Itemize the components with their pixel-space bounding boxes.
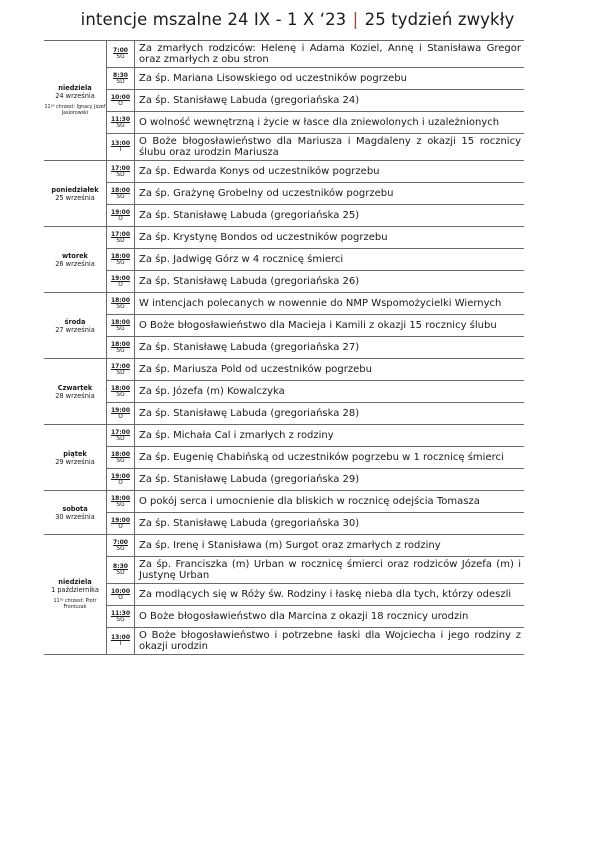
mass-place: SG (116, 54, 125, 61)
mass-time: 18:00 (110, 318, 131, 326)
time-cell (107, 337, 135, 358)
mass-place: SG (116, 616, 125, 623)
mass-place: SG (116, 122, 125, 129)
mass-list (106, 227, 524, 292)
mass-place: O (118, 594, 123, 601)
day-label (44, 227, 106, 292)
mass-intention: Za śp. Stanisławę Labuda (gregoriańska 28) (139, 408, 360, 419)
day-label (44, 359, 106, 424)
day-name: sobota (62, 504, 88, 513)
mass-place: SD (116, 435, 125, 442)
mass-place: SG (116, 303, 125, 310)
mass-time: 13:00 (110, 634, 131, 642)
time-cell (107, 403, 135, 424)
mass-intention: Za śp. Michała Cal i zmarłych z rodziny (139, 430, 334, 441)
mass-time: 10:00 (110, 587, 131, 595)
mass-row (107, 512, 524, 534)
time-cell (107, 584, 135, 605)
mass-place: SD (116, 237, 125, 244)
time-cell (107, 112, 135, 133)
mass-intention: Za śp. Stanisławę Labuda (gregoriańska 29) (139, 474, 360, 485)
day-date: 26 września (55, 259, 95, 268)
day-date: 29 września (55, 457, 95, 466)
time-cell (107, 557, 135, 583)
mass-schedule-table (44, 40, 524, 655)
day-label (44, 491, 106, 534)
time-cell (107, 227, 135, 248)
day-block (44, 160, 524, 226)
mass-time: 18:00 (110, 384, 131, 392)
mass-time: 7:00 (113, 538, 128, 546)
mass-row (107, 535, 524, 556)
mass-row (107, 293, 524, 314)
mass-intention: O pokój serca i umocnienie dla bliskich w rocznicę odejścia Tomasza (139, 496, 480, 507)
mass-row (107, 248, 524, 270)
mass-time: 11:30 (110, 115, 131, 123)
title-main: intencje mszalne 24 IX - 1 X ‘23 (80, 10, 347, 29)
day-label (44, 161, 106, 226)
mass-place: SG (116, 501, 125, 508)
mass-time: 11:30 (110, 609, 131, 617)
mass-list (106, 491, 524, 534)
mass-time: 7:00 (113, 47, 128, 55)
mass-intention: O Boże błogosławieństwo dla Mariusza i Magdaleny z okazji 15 rocznicy ślubu oraz urodzin Mariusza (139, 136, 521, 158)
time-cell (107, 271, 135, 292)
day-label (44, 535, 106, 654)
mass-row (107, 583, 524, 605)
time-cell (107, 134, 135, 160)
mass-place: SG (116, 347, 125, 354)
time-cell (107, 183, 135, 204)
mass-row (107, 111, 524, 133)
mass-intention: Za śp. Edwarda Konys od uczestników pogrzebu (139, 166, 380, 177)
day-name: niedziela (58, 84, 92, 93)
mass-row (107, 380, 524, 402)
mass-intention: W intencjach polecanych w nowennie do NMP Wspomożycielki Wiernych (139, 298, 502, 309)
day-date: 25 września (55, 193, 95, 202)
mass-row (107, 227, 524, 248)
title-week: 25 tydzień zwykły (364, 10, 515, 29)
day-name: wtorek (62, 251, 88, 260)
time-cell (107, 293, 135, 314)
day-date: 1 października (51, 586, 99, 595)
mass-time: 19:00 (110, 472, 131, 480)
day-name: Czwartek (57, 383, 93, 392)
mass-row (107, 425, 524, 446)
mass-time: 17:00 (110, 428, 131, 436)
mass-time: 18:00 (110, 296, 131, 304)
mass-time: 17:00 (110, 164, 131, 172)
mass-intention: Za śp. Grażynę Grobelny od uczestników pogrzebu (139, 188, 394, 199)
mass-place: SG (116, 457, 125, 464)
mass-list (106, 425, 524, 490)
mass-list (106, 293, 524, 358)
mass-row (107, 204, 524, 226)
mass-intention: O Boże błogosławieństwo dla Macieja i Kamili z okazji 15 rocznicy ślubu (139, 320, 497, 331)
mass-place: O (118, 413, 123, 420)
mass-row (107, 491, 524, 512)
mass-intention: Za śp. Józefa (m) Kowalczyka (139, 386, 285, 397)
time-cell (107, 90, 135, 111)
mass-list (106, 359, 524, 424)
time-cell (107, 606, 135, 627)
day-block (44, 534, 524, 655)
day-label (44, 41, 106, 160)
mass-intention: Za śp. Stanisławę Labuda (gregoriańska 27) (139, 342, 360, 353)
day-block (44, 40, 524, 160)
mass-list (106, 161, 524, 226)
mass-place: SD (116, 78, 125, 85)
time-cell (107, 161, 135, 182)
time-cell (107, 315, 135, 336)
mass-time: 19:00 (110, 274, 131, 282)
mass-intention: Za śp. Stanisławę Labuda (gregoriańska 24) (139, 95, 360, 106)
baptism-note: 11³⁰ chrzest: Ignacy Józef Jasiorowski (44, 105, 106, 116)
time-cell (107, 205, 135, 226)
mass-place: O (118, 523, 123, 530)
mass-place: SG (116, 325, 125, 332)
mass-intention: Za śp. Stanisławę Labuda (gregoriańska 25) (139, 210, 360, 221)
mass-place: SG (116, 259, 125, 266)
day-block (44, 226, 524, 292)
day-date: 27 września (55, 325, 95, 334)
mass-place: T (118, 641, 123, 648)
mass-intention: O wolność wewnętrzną i życie w łasce dla zniewolonych i uzależnionych (139, 117, 500, 128)
day-name: niedziela (58, 578, 92, 587)
mass-intention: Za śp. Stanisławę Labuda (gregoriańska 26) (139, 276, 360, 287)
day-label (44, 425, 106, 490)
mass-intention: Za śp. Franciszka (m) Urban w rocznicę śmierci oraz rodziców Józefa (m) i Justynę Urban (139, 559, 521, 581)
mass-intention: O Boże błogosławieństwo dla Marcina z okazji 18 rocznicy urodzin (139, 611, 469, 622)
time-cell (107, 381, 135, 402)
time-cell (107, 68, 135, 89)
day-name: poniedziałek (51, 185, 99, 194)
mass-row (107, 41, 524, 67)
mass-row (107, 89, 524, 111)
mass-row (107, 359, 524, 380)
mass-intention: Za śp. Mariana Lisowskiego od uczestników pogrzebu (139, 73, 407, 84)
time-cell (107, 425, 135, 446)
time-cell (107, 535, 135, 556)
mass-intention: O Boże błogosławieństwo i potrzebne łaski dla Wojciecha i jego rodziny z okazji urodzin (139, 630, 521, 652)
day-date: 24 września (55, 92, 95, 101)
mass-row (107, 605, 524, 627)
mass-place: O (118, 215, 123, 222)
mass-time: 17:00 (110, 230, 131, 238)
mass-place: SG (116, 193, 125, 200)
time-cell (107, 469, 135, 490)
mass-time: 18:00 (110, 340, 131, 348)
mass-intention: Za modlących się w Róży św. Rodziny i łaskę nieba dla tych, którzy odeszli (139, 589, 512, 600)
mass-intention: Za śp. Mariusza Pold od uczestników pogrzebu (139, 364, 372, 375)
day-name: piątek (63, 449, 87, 458)
mass-row (107, 67, 524, 89)
mass-row (107, 446, 524, 468)
time-cell (107, 41, 135, 67)
mass-place: SD (116, 369, 125, 376)
mass-row (107, 556, 524, 583)
time-cell (107, 513, 135, 534)
time-cell (107, 447, 135, 468)
day-block (44, 490, 524, 534)
day-date: 30 września (55, 512, 95, 521)
mass-time: 8:30 (113, 71, 128, 79)
mass-list (106, 535, 524, 654)
mass-row (107, 627, 524, 654)
mass-row (107, 336, 524, 358)
mass-row (107, 133, 524, 160)
mass-place: T (118, 147, 123, 154)
day-block (44, 292, 524, 358)
mass-intention: Za śp. Stanisławę Labuda (gregoriańska 30) (139, 518, 360, 529)
mass-place: SD (116, 171, 125, 178)
mass-time: 19:00 (110, 208, 131, 216)
day-block (44, 358, 524, 424)
mass-time: 19:00 (110, 516, 131, 524)
day-date: 28 września (55, 391, 95, 400)
mass-intention: Za zmarłych rodziców: Helenę i Adama Koziel, Annę i Stanisława Gregor oraz zmarłych z obu stron (139, 43, 521, 65)
mass-list (106, 41, 524, 160)
mass-intention: Za śp. Krystynę Bondos od uczestników pogrzebu (139, 232, 388, 243)
time-cell (107, 249, 135, 270)
title-separator: | (352, 10, 359, 29)
mass-time: 17:00 (110, 362, 131, 370)
mass-time: 19:00 (110, 406, 131, 414)
mass-intention: Za śp. Jadwigę Górz w 4 rocznicę śmierci (139, 254, 344, 265)
mass-row (107, 468, 524, 490)
day-block (44, 424, 524, 490)
time-cell (107, 628, 135, 654)
mass-place: SG (116, 545, 125, 552)
baptism-note: 11³⁰ chrzest: Piotr Frontczak (53, 599, 97, 610)
mass-time: 8:30 (113, 563, 128, 571)
mass-place: O (118, 479, 123, 486)
mass-time: 13:00 (110, 140, 131, 148)
mass-intention: Za śp. Irenę i Stanisława (m) Surgot oraz zmarłych z rodziny (139, 540, 441, 551)
mass-time: 18:00 (110, 450, 131, 458)
day-name: środa (64, 317, 86, 326)
mass-intention: Za śp. Eugenię Chabińską od uczestników pogrzebu w 1 rocznicę śmierci (139, 452, 504, 463)
mass-row (107, 161, 524, 182)
day-label (44, 293, 106, 358)
mass-row (107, 402, 524, 424)
mass-place: SG (116, 391, 125, 398)
mass-time: 10:00 (110, 93, 131, 101)
mass-row (107, 314, 524, 336)
mass-row (107, 182, 524, 204)
mass-row (107, 270, 524, 292)
time-cell (107, 491, 135, 512)
mass-time: 18:00 (110, 252, 131, 260)
mass-place: SD (116, 570, 125, 577)
time-cell (107, 359, 135, 380)
mass-place: O (118, 100, 123, 107)
mass-time: 18:00 (110, 186, 131, 194)
mass-time: 18:00 (110, 494, 131, 502)
mass-place: O (118, 281, 123, 288)
page-title (0, 10, 595, 29)
